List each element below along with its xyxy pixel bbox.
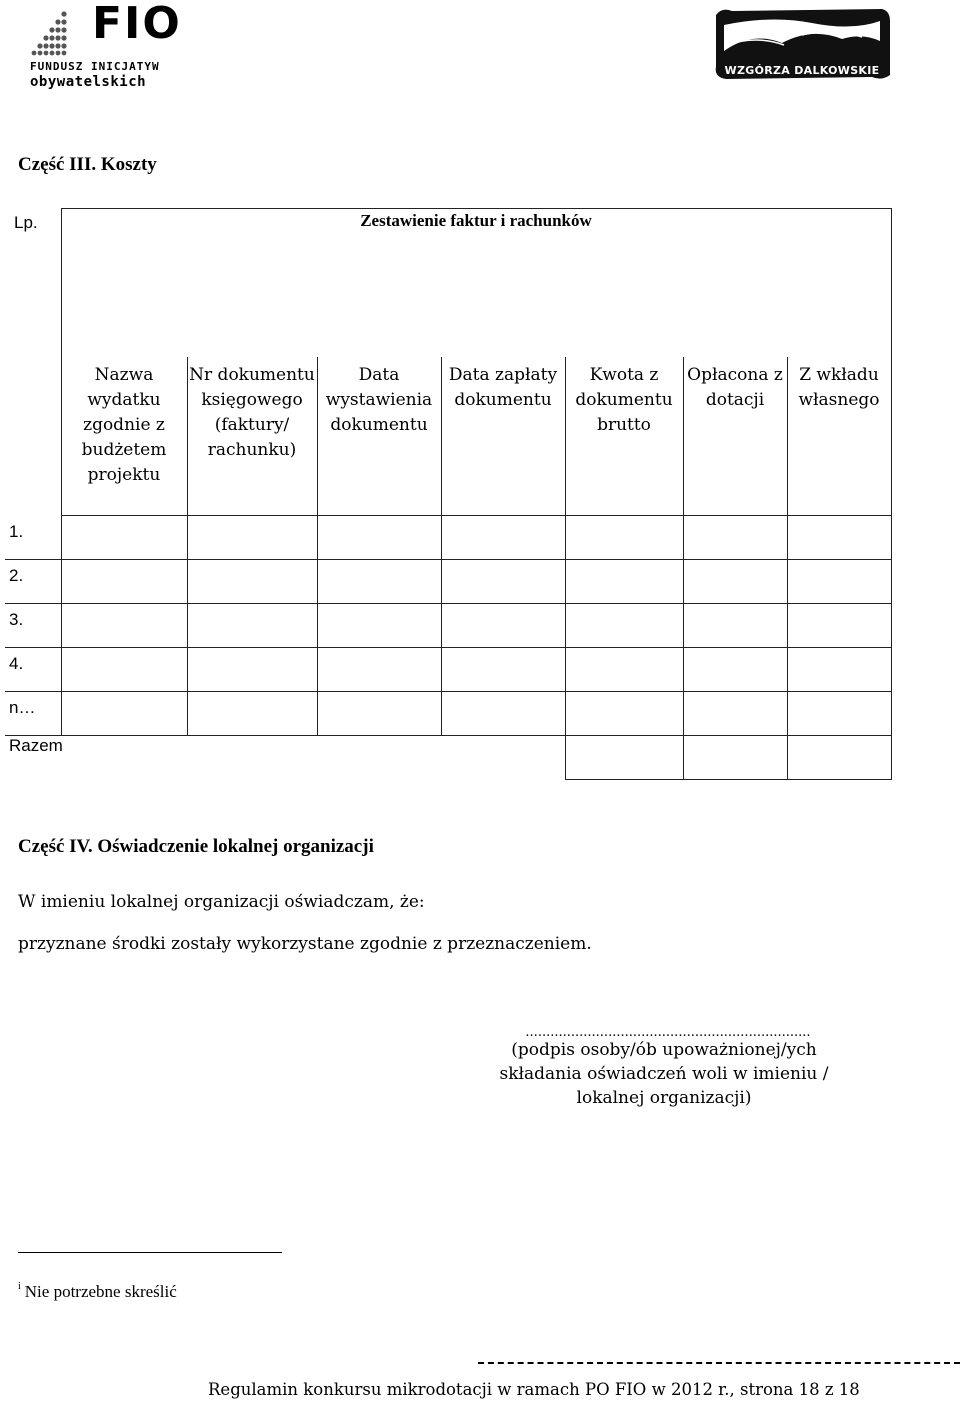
part4-statement: przyznane środki zostały wykorzystane zgodnie z przeznaczeniem.: [18, 934, 592, 954]
table-cell: [61, 648, 187, 692]
total-cell: [565, 736, 683, 780]
lp-header: Lp.: [14, 212, 38, 232]
table-cell: [441, 648, 565, 692]
table-row: [5, 560, 891, 604]
footnote-marker: i: [18, 1281, 21, 1292]
table-cell: [317, 560, 441, 604]
fio-logo-line2: obywatelskich: [30, 74, 147, 90]
column-header: Data wystawienia dokumentu: [317, 357, 441, 516]
table-cell: [683, 648, 787, 692]
table-title: Zestawienie faktur i rachunków: [61, 209, 891, 357]
column-header: Opłacona z dotacji: [683, 357, 787, 516]
signature-caption-line1: (podpis osoby/ób upoważnionej/ych: [511, 1040, 817, 1060]
table-cell: [683, 692, 787, 736]
footer-text: Regulamin konkursu mikrodotacji w ramach PO FIO w 2012 r., strona 18 z 18: [208, 1380, 860, 1399]
table-cell: [565, 516, 683, 560]
row-number: 3.: [5, 604, 61, 648]
part3-title: Część III. Koszty: [18, 154, 157, 175]
total-label: Razem: [5, 736, 565, 780]
table-cell: [565, 692, 683, 736]
column-header: Nazwa wydatku zgodnie z budżetem projektu: [61, 357, 187, 516]
table-row: [5, 692, 891, 736]
table-cell: [441, 560, 565, 604]
table-cell: [441, 692, 565, 736]
signature-block: [478, 1025, 850, 1110]
total-cell: [787, 736, 891, 780]
table-cell: [187, 692, 317, 736]
table-cell: [61, 516, 187, 560]
table-cell: [61, 560, 187, 604]
table-cell: [187, 604, 317, 648]
table-cell: [787, 692, 891, 736]
signature-dotted-line: .....................................................................: [525, 1025, 811, 1040]
cost-table: [5, 208, 892, 780]
row-number: 4.: [5, 648, 61, 692]
table-cell: [441, 604, 565, 648]
table-cell: [187, 560, 317, 604]
table-cell: [787, 516, 891, 560]
footnote: [18, 1281, 177, 1302]
fio-logo-word: FIO: [92, 0, 182, 49]
column-header: Nr dokumentu księgowego (faktury/ rachunku): [187, 357, 317, 516]
column-header: Kwota z dokumentu brutto: [565, 357, 683, 516]
table-cell: [187, 648, 317, 692]
row-number: 2.: [5, 560, 61, 604]
part4-title: Część IV. Oświadczenie lokalnej organizacji: [18, 836, 374, 857]
table-cell: [61, 692, 187, 736]
fio-logo-line1: FUNDUSZ INICJATYW: [30, 60, 160, 73]
table-cell: [61, 604, 187, 648]
table-cell: [787, 604, 891, 648]
table-cell: [683, 604, 787, 648]
footnote-separator: [18, 1252, 282, 1253]
table-cell: [317, 648, 441, 692]
table-row: [5, 604, 891, 648]
column-header: Data zapłaty dokumentu: [441, 357, 565, 516]
wzgorza-dalkowskie-logo: [712, 5, 892, 81]
signature-caption-line3: lokalnej organizacji): [576, 1088, 752, 1108]
fio-dots-icon: [28, 10, 86, 56]
footer-separator: [478, 1362, 960, 1364]
table-cell: [317, 516, 441, 560]
table-cell: [565, 560, 683, 604]
footnote-text: Nie potrzebne skreślić: [24, 1282, 177, 1301]
table-cell: [317, 604, 441, 648]
table-cell: [787, 648, 891, 692]
total-row: [5, 736, 891, 780]
row-number: n…: [5, 692, 61, 736]
table-row: [5, 648, 891, 692]
table-cell: [187, 516, 317, 560]
total-cell: [683, 736, 787, 780]
table-cell: [565, 604, 683, 648]
wzgorza-logo-label: WZGÓRZA DALKOWSKIE: [724, 64, 880, 77]
row-number: 1.: [5, 516, 61, 560]
column-header: Z wkładu własnego: [787, 357, 891, 516]
table-cell: [317, 692, 441, 736]
table-cell: [441, 516, 565, 560]
table-cell: [683, 560, 787, 604]
part4-intro: W imieniu lokalnej organizacji oświadczam, że:: [18, 892, 425, 912]
table-cell: [787, 560, 891, 604]
signature-caption-line2: składania oświadczeń woli w imieniu /: [499, 1064, 829, 1084]
table-cell: [565, 648, 683, 692]
fio-logo: [28, 0, 188, 90]
table-cell: [683, 516, 787, 560]
table-row: [5, 516, 891, 560]
